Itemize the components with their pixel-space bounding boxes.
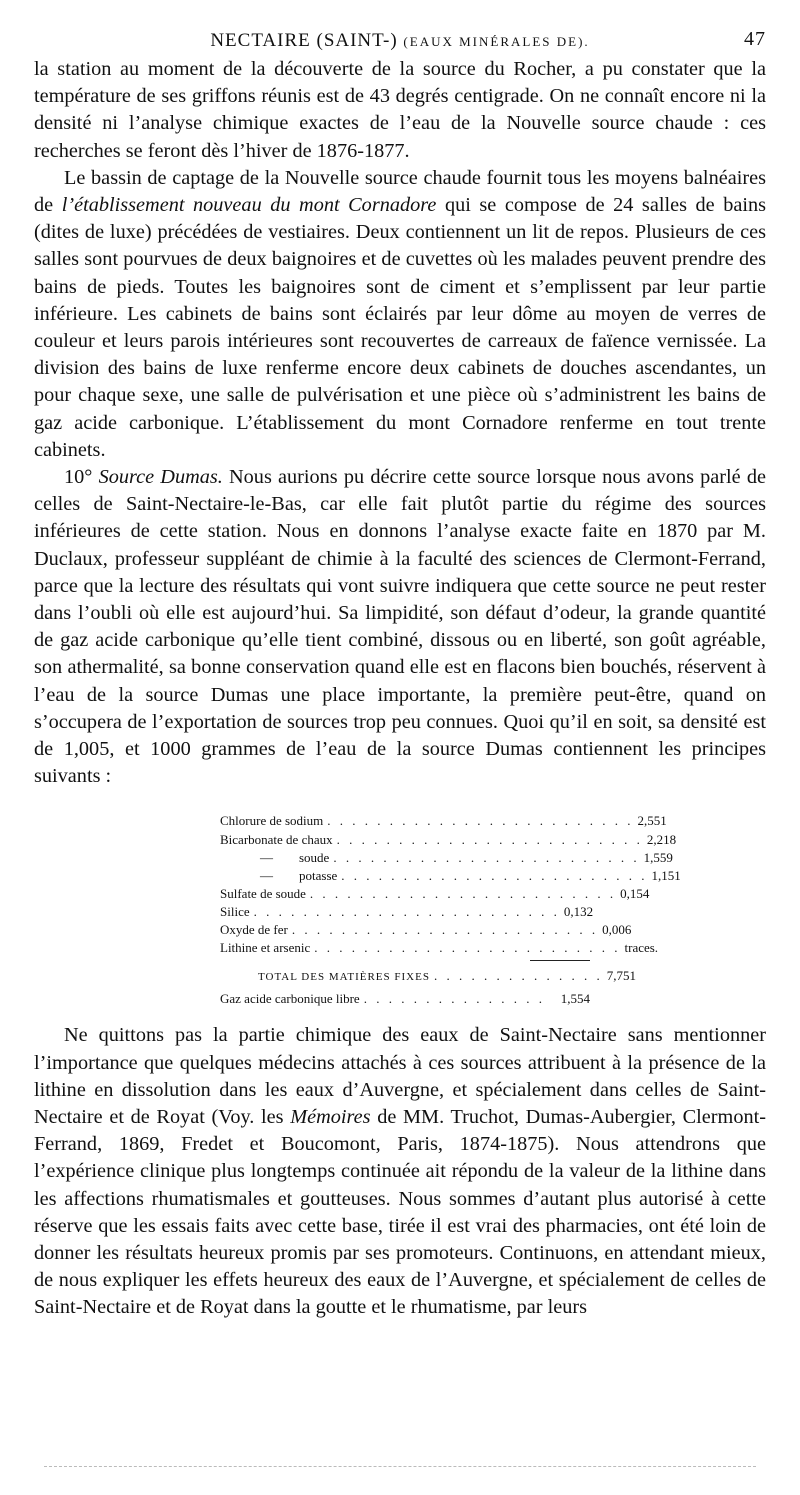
gas-row — [220, 990, 590, 1008]
paragraph-2-end: qui se compose de 24 salles de bains (dites de luxe) précédées de vestiaires. Deux contiennent un lit de repos. Plusieurs de ces salles sont pourvues de deux baignoires et de cuvettes où les malades peuvent prendre des bains de pieds. Toutes les baignoires sont de ciment et s’emplissent par leur partie inférieure. Les cabinets de bains sont éclairés par leur dôme au moyen de verres de couleur et leurs parois intérieures sont recouvertes de carreaux de faïence vernissée. La division des bains de luxe renferme encore deux cabinets de douches ascendantes, un pour chaque sexe, une salle de pulvérisation et une pièce où s’administrent les bains de gaz acide carbonique. L’établissement du mont Cornadore renferme en tout trente cabinets. — [34, 194, 767, 461]
analysis-row — [220, 812, 667, 830]
book-page — [34, 26, 766, 1322]
total-value: 7,751 — [606, 968, 636, 984]
paragraph-4-start: Ne quittons pas la partie chimique des eaux de Saint-Nectaire sans mentionner l’importance que quelques médecins attachés à ces sources attribuent à la présence de la lithine en dissolution dans les eaux d’Auvergne, et spécialement dans celles de Saint-Nectaire et de Royat (Voy. les — [34, 1024, 766, 1129]
body-text-continued — [34, 1022, 766, 1321]
analysis-row-value: 2,551 — [637, 813, 667, 829]
gas-value: 1,554 — [560, 991, 590, 1007]
analysis-row-value: 0,132 — [563, 903, 594, 919]
analysis-row-label: — soude — [260, 849, 330, 865]
paragraph-3 — [34, 464, 766, 790]
paragraph-1: la station au moment de la découverte de la source du Rocher, a pu constater que la température de ses griffons réunis est de 43 degrés centigrade. On ne connaît encore ni la densité ni l’analyse chimique exactes de l’eau de la Nouvelle source chaude : ces recherches se feront dès l’hiver de 1876-1877. — [34, 58, 766, 162]
gas-label: Gaz acide carbonique libre — [220, 991, 360, 1007]
analysis-row-value: 0,006 — [602, 922, 632, 938]
analysis-row-value: 0,154 — [620, 885, 650, 901]
analysis-row-label: Lithine et arsenic — [220, 940, 311, 956]
analysis-row — [220, 831, 677, 849]
analysis-row — [220, 939, 659, 957]
running-title-sub: (EAUX MINÉRALES DE). — [403, 34, 590, 49]
analysis-row-value: 1,151 — [651, 867, 681, 883]
analysis-row-label: Sulfate de soude — [220, 885, 306, 901]
analysis-row — [220, 921, 632, 939]
analysis-row-value: traces. — [624, 940, 659, 956]
leader-dots: . . . . . . . . . . . . . . . . . . . . . . . . . — [309, 885, 617, 901]
leader-dots: . . . . . . . . . . . . . . . . . . . . . . . . . — [333, 849, 640, 865]
analysis-row-value: 2,218 — [646, 831, 677, 847]
analysis-row — [220, 867, 681, 885]
leader-dots: . . . . . . . . . . . . . . . . . . . . . . . . . — [341, 867, 648, 883]
running-title-main: NECTAIRE (SAINT-) — [210, 30, 398, 51]
paragraph-2 — [34, 165, 766, 464]
body-text — [34, 56, 766, 790]
paragraph-2-italic: l’établissement nouveau du mont Cornadore — [61, 194, 437, 217]
running-header — [34, 26, 766, 56]
page-number: 47 — [744, 28, 766, 50]
paragraph-2-start: Le bassin de captage de la Nouvelle source chaude fournit tous les moyens balnéaires de — [34, 166, 766, 217]
scan-artifact-line — [44, 1466, 756, 1469]
leader-dots: . . . . . . . . . . . . . . . . . . . . . . . . . — [314, 940, 621, 956]
paragraph-4-italic: Mémoires — [290, 1106, 371, 1129]
leader-dots: . . . . . . . . . . . . . . — [433, 968, 603, 984]
leader-dots: . . . . . . . . . . . . . . . . . . . . . . . . . — [253, 903, 560, 919]
total-row — [220, 967, 636, 986]
paragraph-4-end: de MM. Truchot, Dumas-Aubergier, Clermont-Ferrand, 1869, Fredet et Boucomont, Paris, 1874-1875). Nous attendrons que l’expérience clinique plus longtemps continuée ait répondu de la valeur de la lithine dans les affections rhumatismales et goutteuses. Nous sommes d’autant plus autorisé à cette réserve que les essais faits avec cette base, tirée il est vrai des pharmacies, ont été loin de donner les résultats heureux promis par ses promoteurs. Continuons, en attendant mieux, de nous expliquer les effets heureux des eaux de l’Auvergne, et spécialement de celles de Saint-Nectaire et de Royat dans la goutte et le rhumatisme, par leurs — [34, 1106, 766, 1319]
paragraph-3-italic: Source Dumas. — [98, 466, 223, 489]
paragraph-3-end: Nous aurions pu décrire cette source lorsque nous avons parlé de celles de Saint-Nectaire-le-Bas, car elle fait plutôt partie du régime des sources inférieures de cette station. Nous en donnons l’analyse exacte faite en 1870 par M. Duclaux, professeur suppléant de chimie à la faculté des sciences de Clermont-Ferrand, parce que la lecture des résultats qui vont suivre indiquera que cette source ne peut rester dans l’oubli où elle est aujourd’hui. Sa limpidité, son défaut d’odeur, la grande quantité de gaz acide carbonique qu’elle tient combiné, dissous ou en liberté, son goût agréable, son athermalité, sa bonne conservation quand elle est en flacons bien bouchés, réservent à l’eau de la source Dumas une place importante, la première peut-être, quand on s’occupera de l’exportation de sources trop peu connues. Quoi qu’il en soit, sa densité est de 1,005, et 1000 grammes de l’eau de la source Dumas contiennent les principes suivants : — [34, 466, 766, 788]
paragraph-4 — [34, 1022, 766, 1321]
chemical-analysis-table — [220, 812, 681, 1008]
leader-dots: . . . . . . . . . . . . . . . — [363, 991, 545, 1007]
total-label: TOTAL DES MATIÈRES FIXES — [258, 971, 430, 984]
analysis-row — [220, 903, 594, 921]
paragraph-3-number: 10° — [64, 466, 99, 489]
analysis-row — [220, 885, 650, 903]
leader-dots: . . . . . . . . . . . . . . . . . . . . . . . . . — [327, 813, 634, 829]
analysis-row — [220, 849, 673, 867]
leader-dots: . . . . . . . . . . . . . . . . . . . . . . . . . — [291, 922, 599, 938]
leader-dots: . . . . . . . . . . . . . . . . . . . . . . . . . — [336, 831, 643, 847]
analysis-row-label: Bicarbonate de chaux — [220, 831, 333, 847]
analysis-row-label: — potasse — [260, 867, 338, 883]
analysis-row-label: Oxyde de fer — [220, 922, 288, 938]
analysis-row-label: Silice — [220, 903, 250, 919]
running-title — [34, 30, 766, 52]
analysis-row-value: 1,559 — [643, 849, 673, 865]
total-rule — [530, 960, 590, 961]
analysis-row-label: Chlorure de sodium — [220, 813, 324, 829]
